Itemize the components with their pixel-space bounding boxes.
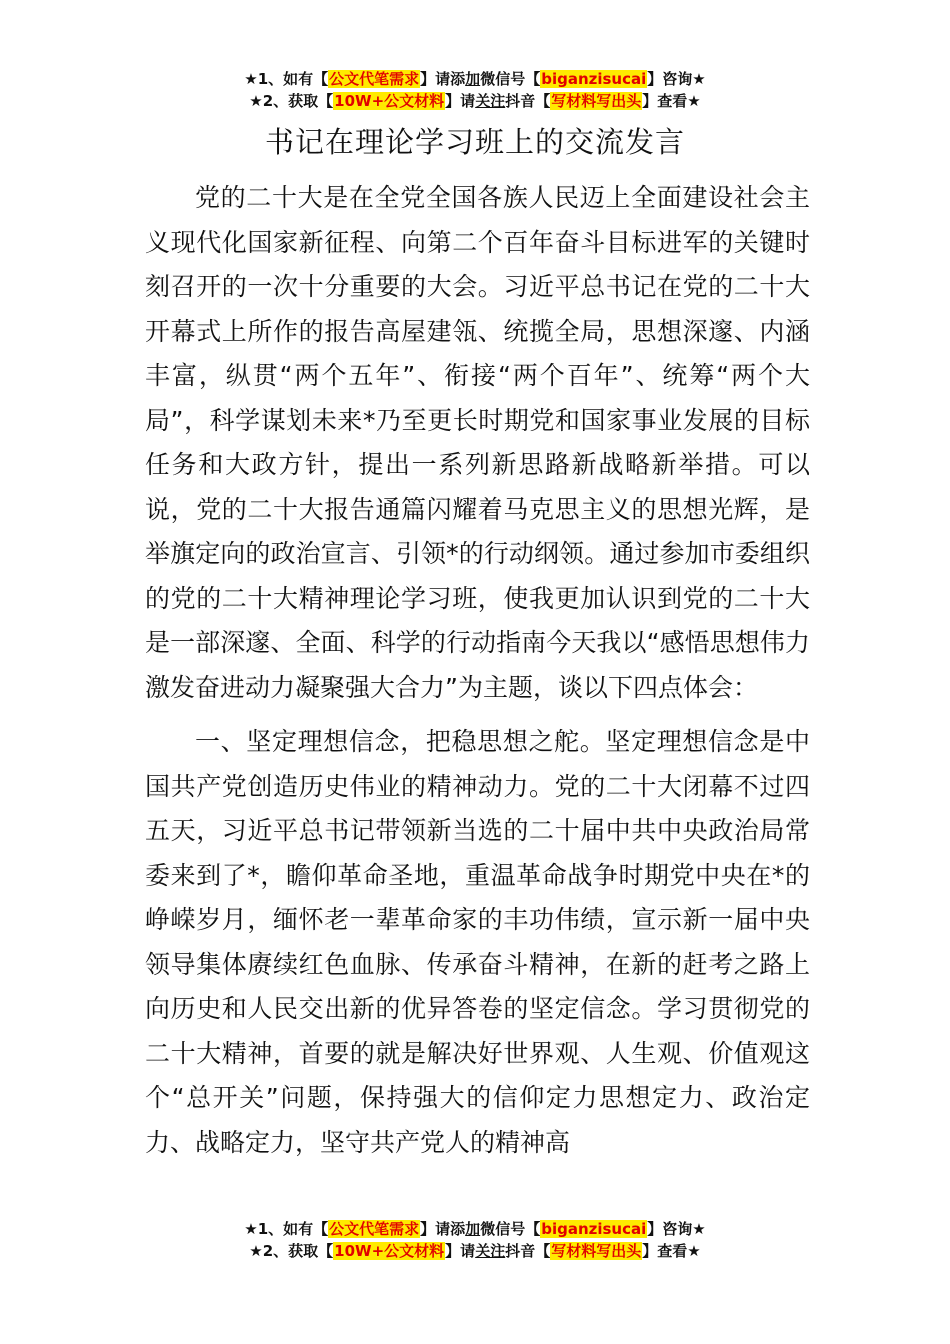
notice-text: 】请添 [420,70,466,88]
notice-text: 微信号【 [480,1220,541,1238]
notice-text: 2、获取【 [262,92,334,110]
service-highlight: 公文代笔需求 [329,70,420,88]
star-icon: ★ [244,1220,258,1238]
star-icon: ★ [692,1220,706,1238]
notice-text: 】咨询 [647,70,693,88]
star-icon: ★ [687,92,701,110]
notice-text: 】请 [445,1242,476,1260]
notice-underlined-text: 加 [465,70,481,88]
footer-notice-line-2 [0,1240,950,1262]
notice-text: 微信号【 [480,70,541,88]
footer-notice-line-1 [0,1218,950,1240]
star-icon: ★ [687,1242,701,1260]
notice-text: 】咨询 [647,1220,693,1238]
wechat-id-highlight: biganzisucai [541,70,647,88]
star-icon: ★ [244,70,258,88]
notice-text: 2、获取【 [262,1242,334,1260]
notice-underlined-text: 加 [465,1220,481,1238]
notice-underlined-text: 关注 [475,1242,506,1260]
notice-text: 】查看 [642,1242,688,1260]
notice-underlined-text: 关注 [475,92,506,110]
footer-notice [0,1218,950,1262]
notice-text: 】查看 [642,92,688,110]
notice-text: 抖音【 [505,92,551,110]
star-icon: ★ [692,70,706,88]
notice-text: 】请 [445,92,476,110]
document-title: 书记在理论学习班上的交流发言 [264,125,685,159]
star-icon: ★ [249,1242,263,1260]
douyin-account-highlight: 写材料写出头 [551,92,642,110]
document-body [145,176,810,1165]
notice-text: 抖音【 [505,1242,551,1260]
douyin-account-highlight: 写材料写出头 [551,1242,642,1260]
materials-highlight: 10W+公文材料 [334,92,445,110]
header-notice [0,68,950,112]
header-notice-line-2 [0,90,950,112]
star-icon: ★ [249,92,263,110]
notice-text: 】请添 [420,1220,466,1238]
notice-text: 1、如有【 [257,70,329,88]
header-notice-line-1 [0,68,950,90]
materials-highlight: 10W+公文材料 [334,1242,445,1260]
body-paragraph: 一、坚定理想信念，把稳思想之舵。坚定理想信念是中国共产党创造历史伟业的精神动力。党的二十大闭幕不过四五天，习近平总书记带领新当选的二十届中共中央政治局常委来到了*，瞻仰革命圣地，重温革命战争时期党中央在*的峥嵘岁月，缅怀老一辈革命家的丰功伟绩，宣示新一届中央领导集体赓续红色血脉、传承奋斗精神，在新的赶考之路上向历史和人民交出新的优异答卷的坚定信念。学习贯彻党的二十大精神，首要的就是解决好世界观、人生观、价值观这个“总开关”问题，保持强大的信仰定力思想定力、政治定力、战略定力，坚守共产党人的精神高 [145,727,810,1157]
body-paragraph: 党的二十大是在全党全国各族人民迈上全面建设社会主义现代化国家新征程、向第二个百年奋斗目标进军的关键时刻召开的一次十分重要的大会。习近平总书记在党的二十大开幕式上所作的报告高屋建瓴、统揽全局，思想深邃、内涵丰富，纵贯“两个五年”、衔接“两个百年”、统筹“两个大局”，科学谋划未来*乃至更长时期党和国家事业发展的目标任务和大政方针，提出一系列新思路新战略新举措。可以说，党的二十大报告通篇闪耀着马克思主义的思想光辉，是举旗定向的政治宣言、引领*的行动纲领。通过参加市委组织的党的二十大精神理论学习班，使我更加认识到党的二十大是一部深邃、全面、科学的行动指南今天我以“感悟思想伟力激发奋进动力凝聚强大合力”为主题，谈以下四点体会： [145,183,810,702]
wechat-id-highlight: biganzisucai [541,1220,647,1238]
service-highlight: 公文代笔需求 [329,1220,420,1238]
notice-text: 1、如有【 [257,1220,329,1238]
